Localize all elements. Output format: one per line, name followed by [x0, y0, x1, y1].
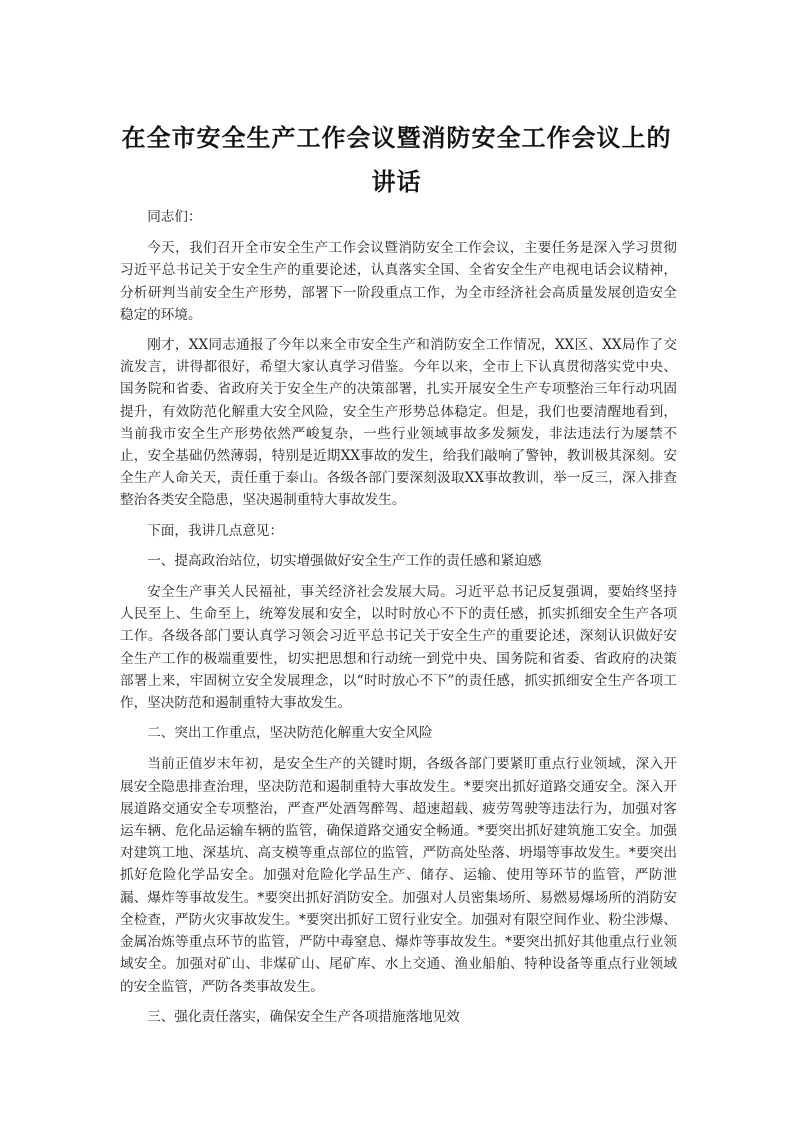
paragraph-section-1: 安全生产事关人民福祉，事关经济社会发展大局。习近平总书记反复强调，要始终坚持人民至上、生命至上，统筹发展和安全，以时时放心不下的责任感，抓实抓细安全生产各项工作。各级各部门要认真学习领会习近平总书记关于安全生产的重要论述，深刻认识做好安全生产工作的极端重要性，切实把思想和行动统一到党中央、国务院和省委、省政府的决策部署上来，牢固树立安全发展理念，以“时时放心不下”的责任感，抓实抓细安全生产各项工作，坚决防范和遏制重特大事故发生。 [120, 584, 677, 712]
document-body [120, 206, 677, 1037]
section-heading-3: 三、强化责任落实，确保安全生产各项措施落地见效 [147, 1008, 460, 1025]
document-title [100, 116, 693, 204]
paragraph-opening: 今天，我们召开全市安全生产工作会议暨消防安全工作会议，主要任务是深入学习贯彻习近平总书记关于安全生产的重要论述，认真落实全国、全省安全生产电视电话会议精神，分析研判当前安全生产形势，部署下一阶段重点工作，为全市经济社会高质量发展创造安全稳定的环境。 [120, 240, 677, 323]
title-line-1: 在全市安全生产工作会议暨消防安全工作会议上的 [121, 124, 672, 152]
paragraph-section-2: 当前正值岁末年初，是安全生产的关键时期，各级各部门要紧盯重点行业领域，深入开展安全隐患排查治理，坚决防范和遏制重特大事故发生。*要突出抓好道路交通安全。深入开展道路交通安全专项整治，严查严处酒驾醉驾、超速超载、疲劳驾驶等违法行为，加强对客运车辆、危化品运输车辆的监管，确保道路交通安全畅通。*要突出抓好建筑施工安全。加强对建筑工地、深基坑、高支模等重点部位的监管，严防高处坠落、坍塌等事故发生。*要突出抓好危险化学品安全。加强对危险化学品生产、储存、运输、使用等环节的监管，严防泄漏、爆炸等事故发生。*要突出抓好消防安全。加强对人员密集场所、易燃易爆场所的消防安全检查，严防火灾事故发生。*要突出抓好工贸行业安全。加强对有限空间作业、粉尘涉爆、金属冶炼等重点环节的监管，严防中毒窒息、爆炸等事故发生。*要突出抓好其他重点行业领域安全。加强对矿山、非煤矿山、尾矿库、水上交通、渔业船舶、特种设备等重点行业领域的安全监管，严防各类事故发生。 [120, 756, 677, 995]
paragraph-intro: 下面，我讲几点意见： [147, 522, 284, 539]
title-line-2: 讲话 [371, 168, 422, 196]
salutation: 同志们： [147, 209, 202, 225]
paragraph-situation: 刚才，XX同志通报了今年以来全市安全生产和消防安全工作情况，XX区、XX局作了交流发言，讲得都很好，希望大家认真学习借鉴。今年以来，全市上下认真贯彻落实党中央、国务院和省委、省政府关于安全生产的决策部署，扎实开展安全生产专项整治三年行动巩固提升，有效防范化解重大安全风险，安全生产形势总体稳定。但是，我们也要清醒地看到，当前我市安全生产形势依然严峻复杂，一些行业领域事故多发频发，非法违法行为屡禁不止，安全基础仍然薄弱，特别是近期XX事故的发生，给我们敲响了警钟，教训极其深刻。安全生产人命关天，责任重于泰山。各级各部门要深刻汲取XX事故教训，举一反三，深入排查整治各类安全隐患，坚决遏制重特大事故发生。 [120, 337, 677, 509]
section-heading-2: 二、突出工作重点，坚决防范化解重大安全风险 [147, 725, 433, 742]
section-heading-1: 一、提高政治站位，切实增强做好安全生产工作的责任感和紧迫感 [147, 552, 542, 569]
